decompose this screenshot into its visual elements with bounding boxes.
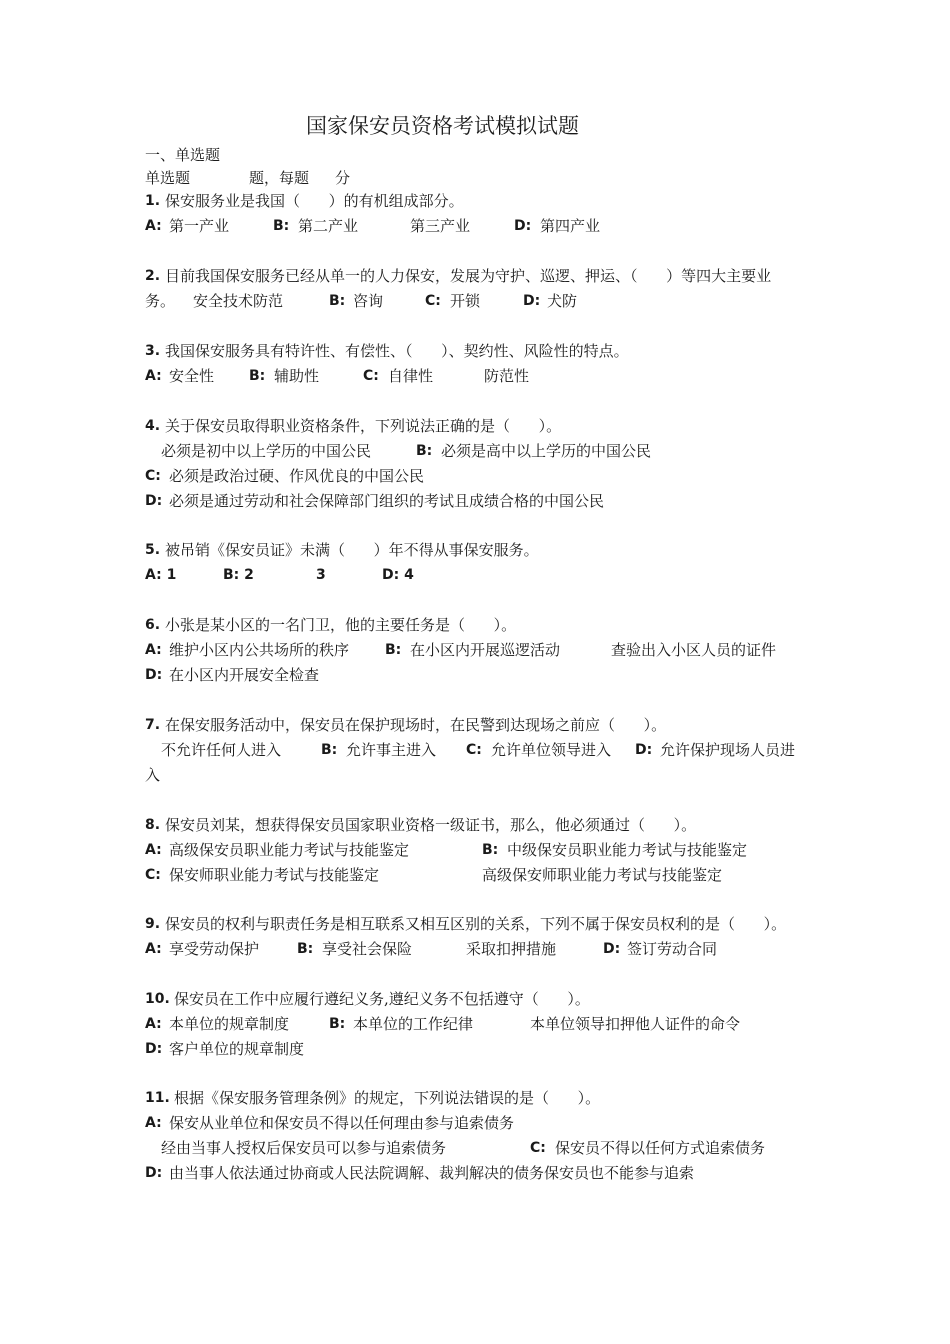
option-label: B: xyxy=(482,842,499,858)
option-text: 本单位的规章制度 xyxy=(169,1015,290,1033)
page-title: 国家保安员资格考试模拟试题 xyxy=(306,114,579,138)
option-text: 防范性 xyxy=(484,367,530,385)
question-7-option-continued: 入 xyxy=(145,766,161,784)
option-label: D: xyxy=(145,667,163,683)
option-text: 享受劳动保护 xyxy=(169,940,260,958)
question-text: 我国保安服务具有特许性、有偿性、（ ）、契约性、风险性的特点。 xyxy=(165,342,629,360)
option-label: A: xyxy=(145,368,162,384)
option-label: C: xyxy=(145,867,161,883)
option-text: 必须是初中以上学历的中国公民 xyxy=(161,442,372,460)
option-text: 维护小区内公共场所的秩序 xyxy=(169,641,350,659)
question-number: 4. xyxy=(145,418,161,434)
option-label: A: 1 xyxy=(145,567,177,583)
question-number: 9. xyxy=(145,916,161,932)
question-text: 小张是某小区的一名门卫，他的主要任务是（ ）。 xyxy=(165,616,517,634)
question-number: 6. xyxy=(145,617,161,633)
option-text: 高级保安员职业能力考试与技能鉴定 xyxy=(169,841,410,859)
subheading-part-b: 题，每题 xyxy=(249,169,310,187)
question-text: 保安服务业是我国（ ）的有机组成部分。 xyxy=(165,192,464,210)
question-number: 10. xyxy=(145,991,170,1007)
question-text: 保安员的权利与职责任务是相互联系又相互区别的关系，下列不属于保安员权利的是（ ）。 xyxy=(165,915,787,933)
question-text: 目前我国保安服务已经从单一的人力保安，发展为守护、巡逻、押运、（ ）等四大主要业 xyxy=(165,267,772,285)
option-label: B: xyxy=(321,742,338,758)
subheading-part-c: 分 xyxy=(335,169,351,187)
option-label: D: xyxy=(145,1165,163,1181)
option-label: A: xyxy=(145,842,162,858)
option-label: A: xyxy=(145,218,162,234)
option-text: 由当事人依法通过协商或人民法院调解、裁判解决的债务保安员也不能参与追索 xyxy=(169,1164,695,1182)
option-text: 第一产业 xyxy=(169,217,230,235)
option-text: 经由当事人授权后保安员可以参与追索债务 xyxy=(161,1139,447,1157)
option-label: D: xyxy=(145,1041,163,1057)
option-text: 本单位领导扣押他人证件的命令 xyxy=(530,1015,741,1033)
question-text: 关于保安员取得职业资格条件，下列说法正确的是（ ）。 xyxy=(165,417,562,435)
option-label: C: xyxy=(363,368,379,384)
option-text: 第三产业 xyxy=(410,217,471,235)
option-label: B: xyxy=(297,941,314,957)
option-text: 允许保护现场人员进 xyxy=(660,741,796,759)
option-text: 允许事主进入 xyxy=(346,741,437,759)
option-text: 允许单位领导进入 xyxy=(491,741,612,759)
subheading-part-a: 单选题 xyxy=(145,169,191,187)
option-text: 犬防 xyxy=(547,292,578,310)
option-text: 高级保安师职业能力考试与技能鉴定 xyxy=(482,866,723,884)
option-text: 必须是高中以上学历的中国公民 xyxy=(441,442,652,460)
option-text: 保安从业单位和保安员不得以任何理由参与追索债务 xyxy=(169,1114,515,1132)
question-text: 在保安服务活动中，保安员在保护现场时，在民警到达现场之前应（ ）。 xyxy=(165,716,667,734)
option-label: D: xyxy=(635,742,653,758)
option-text: 第四产业 xyxy=(540,217,601,235)
option-text: 在小区内开展巡逻活动 xyxy=(410,641,561,659)
option-text: 中级保安员职业能力考试与技能鉴定 xyxy=(507,841,748,859)
question-text: 保安员刘某，想获得保安员国家职业资格一级证书，那么，他必须通过（ ）。 xyxy=(165,816,697,834)
option-text: 咨询 xyxy=(353,292,384,310)
option-text: 不允许任何人进入 xyxy=(161,741,282,759)
question-text: 根据《保安服务管理条例》的规定，下列说法错误的是（ ）。 xyxy=(174,1089,601,1107)
option-label: C: xyxy=(466,742,482,758)
option-text: 必须是政治过硬、作风优良的中国公民 xyxy=(169,467,425,485)
option-label: D: xyxy=(603,941,621,957)
question-text: 被吊销《保安员证》未满（ ）年不得从事保安服务。 xyxy=(165,541,539,559)
question-number: 7. xyxy=(145,717,161,733)
option-text: 开锁 xyxy=(450,292,481,310)
option-text: 客户单位的规章制度 xyxy=(169,1040,305,1058)
option-label: A: xyxy=(145,642,162,658)
option-label: D: xyxy=(514,218,532,234)
option-text: 本单位的工作纪律 xyxy=(353,1015,474,1033)
option-text: 签订劳动合同 xyxy=(627,940,718,958)
option-text: 查验出入小区人员的证件 xyxy=(611,641,777,659)
option-text: 辅助性 xyxy=(274,367,320,385)
option-label: C: xyxy=(425,293,441,309)
question-text-continued: 务。 xyxy=(145,292,176,310)
option-label: 3 xyxy=(316,567,326,583)
question-number: 3. xyxy=(145,343,161,359)
question-number: 11. xyxy=(145,1090,170,1106)
option-label: C: xyxy=(145,468,161,484)
option-text: 在小区内开展安全检查 xyxy=(169,666,320,684)
question-text: 保安员在工作中应履行遵纪义务,遵纪义务不包括遵守（ ）。 xyxy=(174,990,590,1008)
option-text: 安全性 xyxy=(169,367,215,385)
option-text: 自律性 xyxy=(388,367,434,385)
option-text: 安全技术防范 xyxy=(193,292,284,310)
option-text: 必须是通过劳动和社会保障部门组织的考试且成绩合格的中国公民 xyxy=(169,492,605,510)
option-label: D: xyxy=(145,493,163,509)
option-text: 保安师职业能力考试与技能鉴定 xyxy=(169,866,380,884)
option-label: B: xyxy=(385,642,402,658)
option-label: D: 4 xyxy=(382,567,414,583)
option-label: B: xyxy=(329,1016,346,1032)
option-label: A: xyxy=(145,1115,162,1131)
option-text: 第二产业 xyxy=(298,217,359,235)
option-text: 享受社会保险 xyxy=(322,940,413,958)
option-label: C: xyxy=(530,1140,546,1156)
option-text: 采取扣押措施 xyxy=(466,940,557,958)
option-label: B: xyxy=(249,368,266,384)
question-11-options-row-3 xyxy=(145,1163,695,1243)
section-heading: 一、单选题 xyxy=(145,146,221,164)
question-number: 2. xyxy=(145,268,161,284)
option-text: 保安员不得以任何方式追索债务 xyxy=(555,1139,766,1157)
question-number: 8. xyxy=(145,817,161,833)
option-label: B: xyxy=(416,443,433,459)
question-number: 1. xyxy=(145,193,161,209)
option-label: D: xyxy=(523,293,541,309)
option-label: B: xyxy=(329,293,346,309)
option-label: A: xyxy=(145,941,162,957)
option-label: A: xyxy=(145,1016,162,1032)
question-number: 5. xyxy=(145,542,161,558)
option-label: B: 2 xyxy=(223,567,254,583)
option-label: B: xyxy=(273,218,290,234)
